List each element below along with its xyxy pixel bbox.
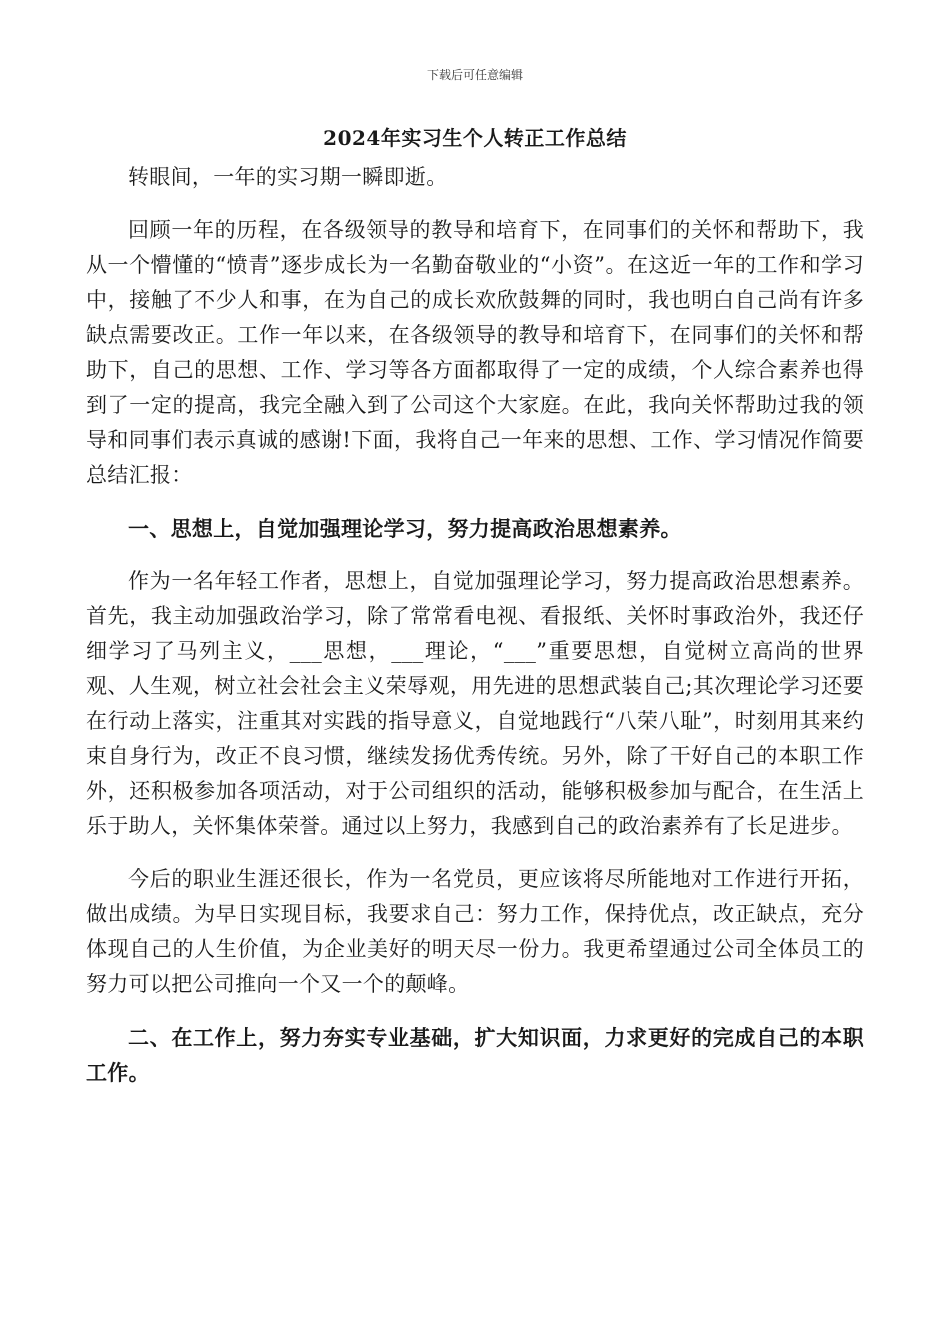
paragraph-review: 回顾一年的历程，在各级领导的教导和培育下，在同事们的关怀和帮助下，我从一个懵懂的“愤青”逐步成长为一名勤奋敬业的“小资”。在这近一年的工作和学习中，接触了不少人和事，在为自己的成长欢欣鼓舞的同时，我也明白自己尚有许多缺点需要改正。工作一年以来，在各级领导的教导和培育下，在同事们的关怀和帮助下，自己的思想、工作、学习等各方面都取得了一定的成绩，个人综合素养也得到了一定的提高，我完全融入到了公司这个大家庭。在此，我向关怀帮助过我的领导和同事们表示真诚的感谢!下面，我将自己一年来的思想、工作、学习情况作简要总结汇报： — [86, 218, 864, 487]
document-title: 2024年实习生个人转正工作总结 — [323, 126, 627, 150]
header-note: 下载后可任意编辑 — [426, 68, 523, 82]
paragraph-intro: 转眼间，一年的实习期一瞬即逝。 — [128, 165, 448, 189]
paragraph-thought: 作为一名年轻工作者，思想上，自觉加强理论学习，努力提高政治思想素养。首先，我主动加强政治学习，除了常常看电视、看报纸、关怀时事政治外，我还仔细学习了马列主义，___思想，___理论，“___”重要思想，自觉树立高尚的世界观、人生观，树立社会社会主义荣辱观，用先进的思想武装自己;其次理论学习还要在行动上落实，注重其对实践的指导意义，自觉地践行“八荣八耻”，时刻用其来约束自身行为，改正不良习惯，继续发扬优秀传统。另外，除了干好自己的本职工作外，还积极参加各项活动，对于公司组织的活动，能够积极参加与配合，在生活上乐于助人，关怀集体荣誉。通过以上努力，我感到自己的政治素养有了长足进步。 — [86, 569, 864, 838]
document-body — [86, 160, 864, 1108]
paragraph-future: 今后的职业生涯还很长，作为一名党员，更应该将尽所能地对工作进行开拓，做出成绩。为早日实现目标，我要求自己：努力工作，保持优点，改正缺点，充分体现自己的人生价值，为企业美好的明天尽一份力。我更希望通过公司全体员工的努力可以把公司推向一个又一个的颠峰。 — [86, 867, 864, 996]
section-heading-work: 二、在工作上，努力夯实专业基础，扩大知识面，力求更好的完成自己的本职工作。 — [86, 1025, 864, 1085]
section-heading-thought: 一、思想上，自觉加强理论学习，努力提高政治思想素养。 — [128, 516, 682, 541]
